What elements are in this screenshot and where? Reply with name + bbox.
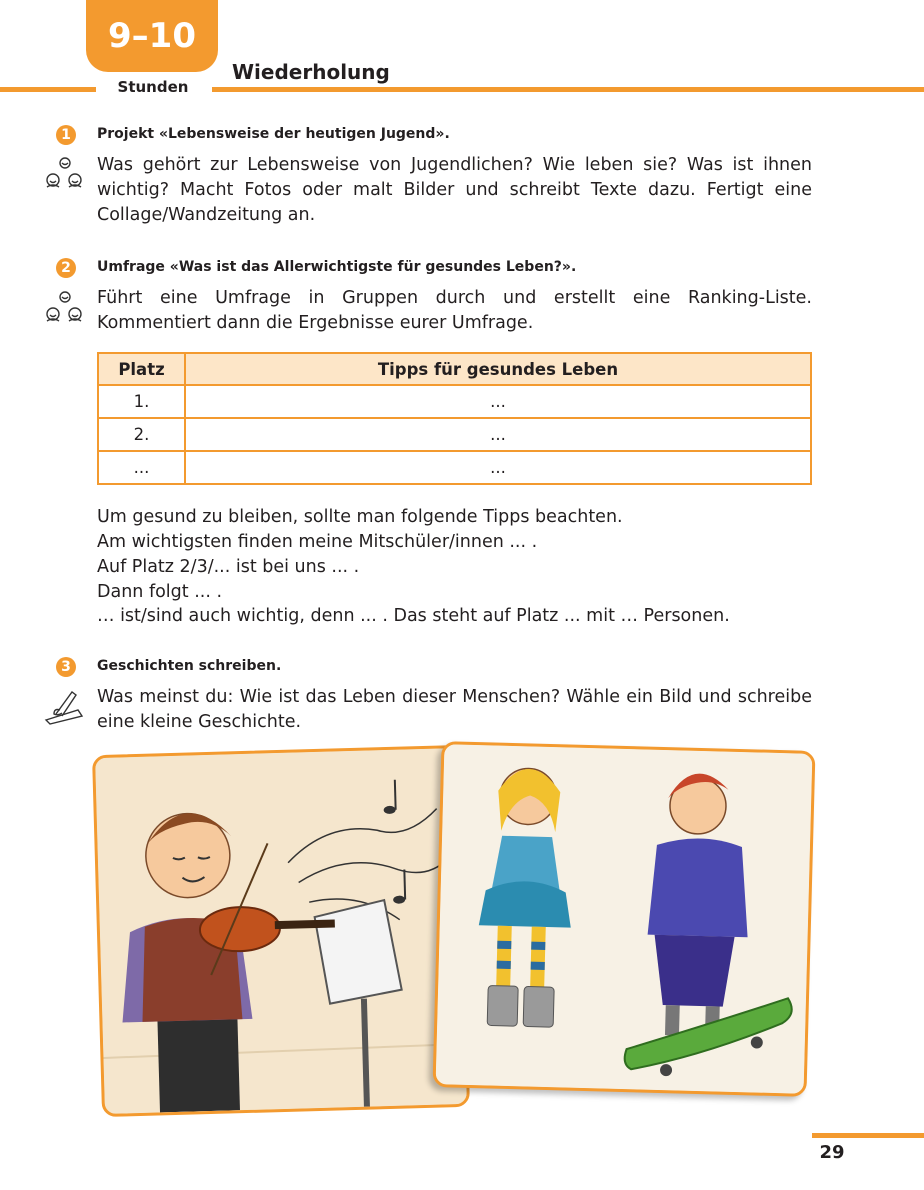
header-rule-left — [0, 87, 96, 92]
task-number-badge: 1 — [56, 125, 76, 145]
table-row — [98, 385, 811, 418]
violinist-illustration — [92, 745, 470, 1117]
task-text: Führt eine Umfrage in Gruppen durch und erstellt eine Ranking-Liste. Kommentiert dann die Ergebnisse eurer Umfrage. — [97, 288, 812, 333]
task-number-badge: 2 — [56, 258, 76, 278]
table-cell-platz: 1. — [98, 385, 185, 418]
phrase-line: Auf Platz 2/3/... ist bei uns ... . — [97, 557, 360, 577]
task-title: Umfrage «Was ist das Allerwichtigste für gesundes Leben?». — [97, 259, 577, 275]
table-cell-tipp: ... — [185, 451, 811, 484]
table-cell-platz: 2. — [98, 418, 185, 451]
writing-hand-icon — [42, 686, 86, 726]
task-title: Geschichten schreiben. — [97, 658, 282, 674]
table-header-row — [98, 353, 811, 385]
phrase-line: … ist/sind auch wichtig, denn ... . Das steht auf Platz ... mit … Personen. — [97, 606, 730, 626]
table-cell-platz: ... — [98, 451, 185, 484]
table-cell-tipp: ... — [185, 385, 811, 418]
skaters-illustration — [433, 741, 816, 1097]
table-cell-tipp: ... — [185, 418, 811, 451]
column-header-tipps: Tipps für gesundes Leben — [185, 353, 811, 385]
lesson-number-tab: 9–10 — [86, 0, 218, 72]
group-work-icon — [44, 288, 86, 326]
phrase-line: Um gesund zu bleiben, sollte man folgende Tipps beachten. — [97, 507, 623, 527]
ranking-table — [97, 352, 812, 485]
footer-rule — [812, 1133, 924, 1138]
task-text: Was gehört zur Lebensweise von Jugendlichen? Wie leben sie? Was ist ihnen wichtig? Macht Fotos oder malt Bilder und schreibt Texte dazu. Fertigt eine Collage/Wandzeitung an. — [97, 155, 812, 225]
task-text: Was meinst du: Wie ist das Leben dieser Menschen? Wähle ein Bild und schreibe eine kleine Geschichte. — [97, 687, 812, 732]
lesson-unit-label: Stunden — [117, 78, 189, 96]
phrase-line: Am wichtigsten finden meine Mitschüler/innen ... . — [97, 532, 538, 552]
task-title: Projekt «Lebensweise der heutigen Jugend». — [97, 126, 450, 142]
column-header-platz: Platz — [98, 353, 185, 385]
table-row — [98, 418, 811, 451]
group-work-icon — [44, 154, 86, 192]
section-title: Wiederholung — [232, 60, 390, 84]
phrase-line: Dann folgt ... . — [97, 582, 223, 602]
task-number-badge: 3 — [56, 657, 76, 677]
page-number: 29 — [819, 1142, 845, 1163]
table-row — [98, 451, 811, 484]
header-rule-right — [212, 87, 924, 92]
